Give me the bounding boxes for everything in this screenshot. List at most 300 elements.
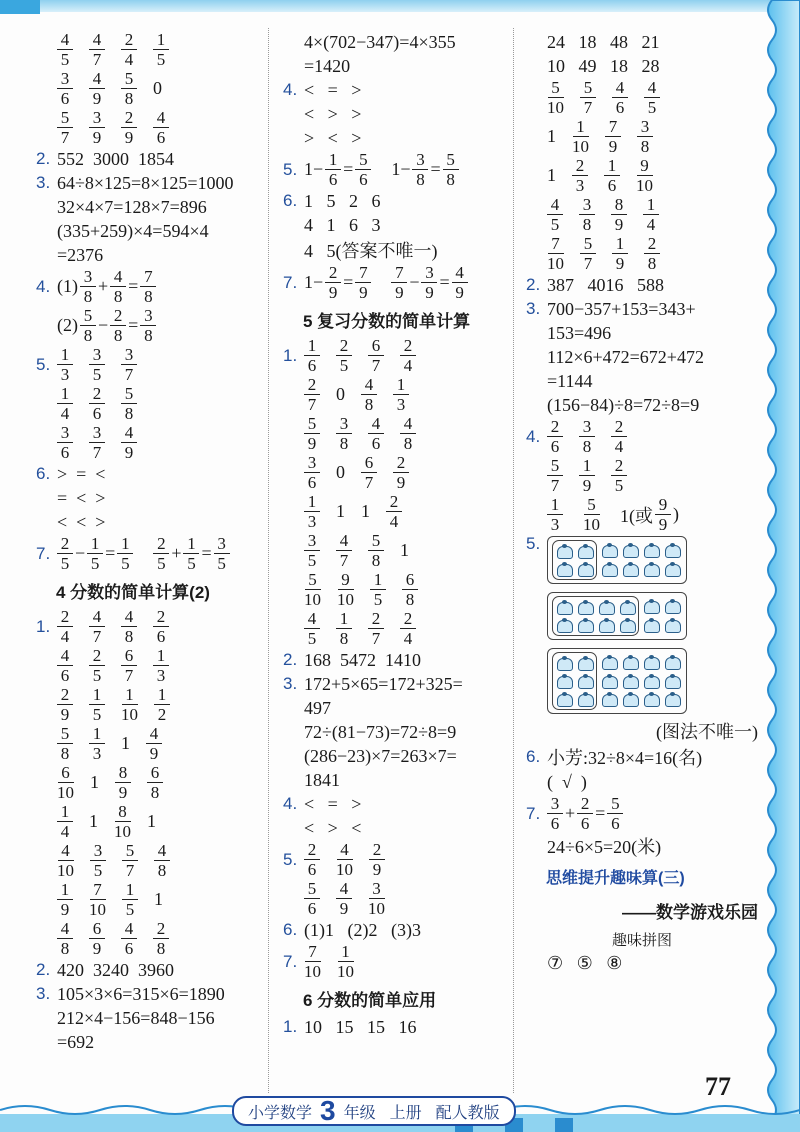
cake-icon	[663, 673, 681, 689]
numerator: 2	[89, 647, 105, 666]
denominator: 5	[157, 554, 166, 573]
fraction	[89, 647, 105, 684]
denominator: 10	[636, 176, 653, 195]
math-text: =	[201, 543, 212, 563]
equation	[547, 496, 563, 533]
cake-tray	[547, 592, 687, 640]
cake-icon	[576, 617, 594, 633]
denominator: 10	[57, 861, 74, 880]
equation-row	[304, 151, 459, 188]
math-text: 1(或	[620, 505, 653, 526]
denominator: 10	[547, 254, 564, 273]
numerator: 5	[547, 457, 563, 476]
denominator: 9	[614, 215, 624, 234]
denominator: 9	[455, 283, 464, 302]
cake-icon	[555, 543, 573, 559]
numerator: 3	[369, 880, 385, 899]
math-text: =	[595, 803, 606, 823]
numerator: 3	[57, 70, 73, 89]
math-text: =	[128, 315, 139, 335]
fraction	[336, 337, 352, 374]
numerator: 2	[57, 686, 73, 705]
denominator: 8	[60, 939, 70, 958]
question-number: 7.	[36, 543, 51, 563]
answer-text: ⑦ ⑤ ⑧	[547, 952, 623, 973]
denominator: 9	[92, 128, 102, 147]
numerator: 2	[369, 841, 385, 860]
answer-line	[283, 744, 511, 768]
cake-grid	[554, 653, 595, 709]
numerator: 2	[336, 337, 352, 356]
column-divider	[513, 28, 514, 1093]
fraction	[89, 70, 105, 107]
answer-line	[526, 321, 758, 345]
numerator: 1	[304, 337, 320, 356]
numerator: 4	[612, 79, 628, 98]
section-heading: 思维提升趣味算(三)	[546, 869, 685, 887]
answer-line	[36, 267, 266, 306]
answer-line	[283, 768, 511, 792]
answer-items	[304, 532, 409, 569]
fraction	[643, 196, 659, 233]
fraction	[89, 920, 105, 957]
denominator: 9	[359, 283, 368, 302]
denominator: 3	[396, 395, 406, 414]
answer-text: 1 5 2 6	[304, 190, 381, 211]
math-text: 1	[154, 889, 163, 909]
fraction	[636, 157, 653, 194]
answer-line	[36, 763, 266, 802]
cake-icon	[642, 617, 660, 633]
fraction	[57, 686, 73, 723]
numerator: 5	[355, 151, 371, 170]
question-number: 4.	[526, 426, 541, 446]
denominator: 8	[156, 939, 166, 958]
top-banner	[0, 0, 800, 12]
fraction	[368, 610, 384, 647]
denominator: 6	[615, 98, 625, 117]
answer-line	[283, 609, 511, 648]
cake-icon	[621, 654, 639, 670]
fraction	[337, 943, 354, 980]
denominator: 4	[646, 215, 656, 234]
numerator: 7	[140, 268, 156, 287]
question-number: 3.	[526, 299, 541, 318]
math-text: =	[343, 159, 354, 179]
fraction	[57, 31, 73, 68]
fraction	[87, 535, 103, 572]
answer-text: < > >	[304, 103, 362, 124]
numerator: 2	[611, 457, 627, 476]
answer-line	[526, 744, 758, 770]
answer-items	[304, 943, 354, 980]
numerator: 3	[89, 424, 105, 443]
fraction	[57, 725, 73, 762]
math-text: 0	[153, 78, 162, 98]
denominator: 9	[395, 283, 404, 302]
fraction	[336, 880, 352, 917]
denominator: 9	[615, 254, 625, 273]
numerator: 5	[122, 842, 138, 861]
numerator: 4	[89, 70, 105, 89]
answer-text: 24 18 48 21	[547, 31, 660, 52]
answer-line	[36, 30, 266, 69]
cake-icon	[597, 617, 615, 633]
fraction	[153, 647, 169, 684]
fraction	[57, 109, 73, 146]
denominator: 8	[124, 627, 134, 646]
question-number: 2.	[283, 650, 298, 669]
answer-items	[304, 337, 416, 374]
answer-text: 72÷(81−73)=72÷8=9	[304, 721, 457, 742]
answer-line	[283, 54, 511, 78]
section-heading: 5 复习分数的简单计算	[303, 311, 471, 331]
section-heading: 6 分数的简单应用	[303, 990, 437, 1010]
numerator: 7	[355, 264, 371, 283]
top-corner-tab	[0, 0, 40, 14]
numerator: 3	[412, 151, 428, 170]
cake-icon	[555, 673, 573, 689]
denominator: 3	[156, 666, 166, 685]
fraction	[89, 725, 105, 762]
numerator: 3	[89, 346, 105, 365]
answer-line	[36, 534, 266, 573]
numerator: 1	[89, 686, 105, 705]
cake-icon	[663, 542, 681, 558]
equation	[57, 307, 156, 344]
denominator: 9	[396, 473, 406, 492]
answer-text: =692	[57, 1031, 95, 1052]
answer-text: 1841	[304, 769, 340, 790]
denominator: 4	[403, 356, 413, 375]
denominator: 4	[124, 50, 134, 69]
numerator: 2	[304, 376, 320, 395]
question-number: 1.	[283, 345, 298, 365]
fraction	[80, 268, 96, 305]
numerator: 5	[121, 70, 137, 89]
denominator: 8	[339, 434, 349, 453]
fraction	[304, 337, 320, 374]
denominator: 9	[124, 443, 134, 462]
denominator: 5	[614, 476, 624, 495]
cake-icon	[618, 599, 636, 615]
answer-line	[283, 531, 511, 570]
denominator: 7	[583, 98, 593, 117]
answer-line	[283, 942, 511, 981]
fraction	[304, 571, 321, 608]
answer-column-3	[526, 30, 758, 975]
answer-line	[36, 982, 266, 1006]
fraction	[361, 376, 377, 413]
denominator: 6	[156, 128, 166, 147]
fraction	[140, 268, 156, 305]
answer-items	[547, 118, 653, 155]
cake-icon	[663, 654, 681, 670]
numerator: 2	[572, 157, 588, 176]
fraction	[57, 424, 73, 461]
denominator: 9	[92, 939, 102, 958]
question-number: 4.	[36, 276, 51, 296]
numerator: 1	[153, 31, 169, 50]
equation	[547, 795, 623, 832]
cake-icon	[621, 691, 639, 707]
fraction	[370, 571, 386, 608]
denominator: 8	[582, 437, 592, 456]
numerator: 3	[57, 424, 73, 443]
fraction	[612, 235, 628, 272]
numerator: 7	[391, 264, 407, 283]
fraction	[304, 532, 320, 569]
fraction	[637, 118, 653, 155]
answer-line	[526, 951, 758, 975]
cake-icon	[555, 561, 573, 577]
question-number: 4.	[283, 80, 298, 99]
denominator: 9	[60, 900, 70, 919]
denominator: 8	[446, 170, 455, 189]
numerator: 4	[121, 608, 137, 627]
answer-text: 552 3000 1854	[57, 148, 174, 169]
answer-text: 4×(702−347)=4×355	[304, 31, 456, 52]
circled-group	[552, 596, 639, 636]
math-text: 1	[90, 772, 99, 792]
answer-line	[283, 570, 511, 609]
question-number: 7.	[283, 272, 298, 292]
denominator: 10	[547, 98, 564, 117]
answer-line	[283, 375, 511, 414]
fraction	[57, 764, 74, 801]
answer-line	[283, 102, 511, 126]
fraction	[547, 196, 563, 233]
answer-items	[57, 346, 137, 383]
fraction	[183, 535, 199, 572]
numerator: 4	[58, 842, 74, 861]
numerator: 6	[368, 337, 384, 356]
answer-items	[57, 764, 163, 801]
numerator: 5	[443, 151, 459, 170]
denominator: 9	[124, 128, 134, 147]
denominator: 6	[60, 666, 70, 685]
answer-text: > < >	[304, 127, 362, 148]
numerator: 5	[368, 532, 384, 551]
math-text: −	[98, 315, 109, 335]
denominator: 8	[371, 551, 381, 570]
numerator: 4	[547, 196, 563, 215]
answer-line	[526, 156, 758, 195]
denominator: 6	[328, 170, 338, 189]
answer-line	[36, 423, 266, 462]
denominator: 9	[118, 783, 128, 802]
numerator: 2	[393, 454, 409, 473]
math-text: =	[343, 272, 354, 292]
numerator: 3	[547, 795, 563, 814]
numerator: 6	[361, 454, 377, 473]
math-text: )	[673, 504, 679, 524]
numerator: 5	[304, 415, 320, 434]
answer-text: 32×4×7=128×7=896	[57, 196, 207, 217]
denominator: 6	[92, 404, 102, 423]
fraction	[121, 920, 137, 957]
question-number: 5.	[283, 159, 298, 179]
denominator: 5	[60, 50, 70, 69]
math-text: 0	[336, 384, 345, 404]
section-heading: ——数学游戏乐园	[622, 902, 758, 922]
answer-line	[283, 213, 511, 237]
denominator: 7	[583, 254, 593, 273]
denominator: 5	[60, 554, 70, 573]
answer-line	[526, 927, 758, 951]
numerator: 3	[89, 109, 105, 128]
denominator: 7	[92, 443, 102, 462]
answer-line	[283, 840, 511, 879]
numerator: 3	[80, 268, 96, 287]
answer-items	[57, 686, 170, 723]
footer-volume: 上册	[389, 1104, 422, 1122]
math-text: =	[128, 276, 139, 296]
denominator: 5	[217, 554, 226, 573]
answer-line	[526, 30, 758, 54]
answer-text: < = >	[304, 79, 362, 100]
fraction	[154, 686, 170, 723]
answer-line	[36, 486, 266, 510]
denominator: 6	[60, 89, 70, 108]
numerator: 4	[337, 841, 353, 860]
fraction	[110, 307, 126, 344]
cake-icon	[618, 617, 636, 633]
question-number: 6.	[283, 920, 298, 939]
answer-text: 700−357+153=343+	[547, 298, 696, 319]
fraction	[146, 725, 162, 762]
numerator: 2	[153, 608, 169, 627]
numerator: 3	[304, 454, 320, 473]
denominator: 9	[425, 283, 434, 302]
numerator: 4	[89, 31, 105, 50]
cake-grid	[554, 597, 637, 635]
answer-line	[36, 306, 266, 345]
denominator: 10	[304, 962, 321, 981]
answer-text: 212×4−156=848−156	[57, 1007, 215, 1028]
fraction	[121, 346, 137, 383]
cake-icon	[576, 599, 594, 615]
numerator: 5	[584, 496, 600, 515]
cake-icon	[555, 691, 573, 707]
numerator: 8	[115, 764, 131, 783]
fraction	[114, 803, 131, 840]
numerator: 1	[643, 196, 659, 215]
fraction	[393, 376, 409, 413]
fraction	[607, 795, 623, 832]
answer-text: 10 49 18 28	[547, 55, 660, 76]
question-number: 7.	[526, 803, 541, 823]
answer-line	[526, 195, 758, 234]
numerator: 2	[368, 610, 384, 629]
cake-tray	[547, 536, 687, 584]
numerator: 9	[637, 157, 653, 176]
answer-items	[547, 418, 627, 455]
numerator: 2	[153, 920, 169, 939]
answer-line	[526, 456, 758, 495]
answer-line	[526, 718, 758, 744]
question-number: 6.	[283, 191, 298, 210]
fraction	[579, 418, 595, 455]
numerator: 2	[304, 841, 320, 860]
fraction	[644, 235, 660, 272]
fraction	[547, 457, 563, 494]
question-number: 7.	[283, 951, 298, 971]
denominator: 8	[405, 590, 415, 609]
math-text: 1	[400, 540, 409, 560]
numerator: 4	[368, 415, 384, 434]
numerator: 1	[304, 493, 320, 512]
numerator: 7	[90, 881, 106, 900]
answer-text: 168 5472 1410	[304, 649, 421, 670]
equation	[391, 264, 467, 301]
fraction	[121, 109, 137, 146]
denominator: 8	[640, 137, 650, 156]
answer-items	[57, 31, 169, 68]
fraction	[304, 454, 320, 491]
equation	[304, 264, 371, 301]
fraction	[121, 385, 137, 422]
numerator: 4	[304, 610, 320, 629]
fraction	[57, 346, 73, 383]
math-text: 1	[336, 501, 345, 521]
numerator: 2	[547, 418, 563, 437]
math-text: +	[171, 543, 182, 563]
cake-icon	[642, 542, 660, 558]
numerator: 4	[153, 109, 169, 128]
fraction	[400, 337, 416, 374]
fraction	[89, 608, 105, 645]
denominator: 6	[550, 814, 560, 833]
denominator: 5	[121, 554, 130, 573]
denominator: 10	[121, 705, 138, 724]
numerator: 2	[121, 109, 137, 128]
fraction	[325, 264, 341, 301]
answer-line	[526, 534, 758, 718]
answer-line	[526, 495, 758, 534]
answer-items	[57, 842, 170, 879]
answer-items	[304, 610, 416, 647]
denominator: 10	[57, 783, 74, 802]
cake-icon	[663, 691, 681, 707]
numerator: 1	[547, 496, 563, 515]
fraction	[153, 535, 169, 572]
equation-row	[57, 535, 230, 572]
numerator: 2	[110, 307, 126, 326]
answer-line	[283, 696, 511, 720]
numerator: 1	[89, 725, 105, 744]
question-number: 1.	[36, 616, 51, 636]
numerator: 9	[338, 571, 354, 590]
answer-line	[283, 672, 511, 696]
fraction	[57, 535, 73, 572]
cake-icon	[642, 691, 660, 707]
numerator: 5	[57, 109, 73, 128]
cake-icon	[600, 654, 618, 670]
denominator: 9	[60, 705, 70, 724]
answer-line	[36, 510, 266, 534]
circled-group	[552, 652, 597, 710]
denominator: 7	[124, 365, 134, 384]
denominator: 9	[328, 283, 338, 302]
answer-line	[283, 648, 511, 672]
denominator: 7	[124, 666, 134, 685]
denominator: 8	[124, 89, 134, 108]
numerator: 2	[57, 535, 73, 554]
answer-text: (156−84)÷8=72÷8=9	[547, 394, 700, 415]
denominator: 6	[307, 473, 317, 492]
numerator: 2	[325, 264, 341, 283]
